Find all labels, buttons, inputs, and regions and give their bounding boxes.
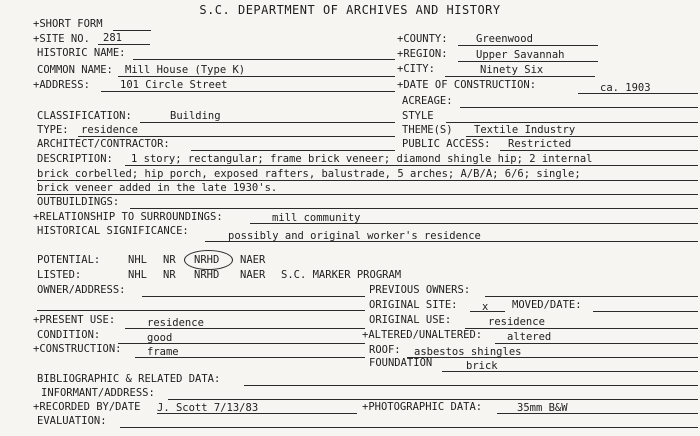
acreage-label: ACREAGE: xyxy=(402,95,453,107)
condition-line xyxy=(118,343,365,344)
listed-option-naer: NAER xyxy=(240,269,266,281)
original-site-value: x xyxy=(482,301,489,313)
common-name-line xyxy=(118,76,395,77)
short-form-line xyxy=(113,30,151,31)
previous-owners-line xyxy=(485,296,698,297)
listed-option-nr: NR xyxy=(163,269,176,281)
foundation-value: brick xyxy=(466,360,498,372)
site-no-label: +SITE NO. xyxy=(33,33,90,45)
classification-line xyxy=(140,122,395,123)
construction-label: +CONSTRUCTION: xyxy=(33,343,122,355)
recorded-by-line xyxy=(157,413,357,414)
owner-address-line xyxy=(142,296,365,297)
condition-label: CONDITION: xyxy=(37,329,101,341)
nrhd-circle-mark xyxy=(184,250,233,270)
short-form-label: +SHORT FORM xyxy=(33,18,103,30)
description-rule-2 xyxy=(37,180,698,181)
bibliographic-label: BIBLIOGRAPHIC & RELATED DATA: xyxy=(37,373,221,385)
foundation-line xyxy=(442,371,698,372)
original-use-value: residence xyxy=(488,316,545,328)
foundation-label: FOUNDATION xyxy=(369,357,433,369)
address-label: +ADDRESS: xyxy=(33,79,90,91)
relationship-line xyxy=(250,223,698,224)
county-line xyxy=(458,45,598,46)
classification-label: CLASSIFICATION: xyxy=(37,110,132,122)
altered-line xyxy=(495,343,698,344)
region-line xyxy=(458,61,598,62)
type-line xyxy=(78,136,395,137)
public-access-label: PUBLIC ACCESS: xyxy=(402,138,491,150)
type-value: residence xyxy=(81,124,138,136)
outbuildings-label: OUTBUILDINGS: xyxy=(37,196,120,208)
bibliographic-line xyxy=(244,385,698,386)
evaluation-line xyxy=(120,427,698,428)
city-label: +CITY: xyxy=(397,63,435,75)
description-rule-1 xyxy=(125,165,698,166)
condition-value: good xyxy=(147,332,173,344)
present-use-label: +PRESENT USE: xyxy=(33,314,116,326)
public-access-line xyxy=(500,150,698,151)
potential-option-nr: NR xyxy=(163,254,176,266)
photographic-value: 35mm B&W xyxy=(517,402,568,414)
roof-label: ROOF: xyxy=(369,344,401,356)
moved-date-line xyxy=(593,311,698,312)
previous-owners-label: PREVIOUS OWNERS: xyxy=(369,284,471,296)
historical-significance-value: possibly and original worker's residence xyxy=(228,230,481,242)
construction-value: frame xyxy=(147,346,179,358)
site-no-value: 281 xyxy=(103,32,122,44)
site-no-line xyxy=(98,44,150,45)
owner-address-label: OWNER/ADDRESS: xyxy=(37,284,126,296)
historical-significance-label: HISTORICAL SIGNIFICANCE: xyxy=(37,225,189,237)
city-value: Ninety Six xyxy=(480,64,544,76)
common-name-label: COMMON NAME: xyxy=(37,64,113,76)
classification-value: Building xyxy=(170,110,221,122)
theme-label: THEME(S) xyxy=(402,124,453,136)
recorded-by-label: +RECORDED BY/DATE xyxy=(33,401,141,413)
region-value: Upper Savannah xyxy=(476,49,565,61)
potential-option-naer: NAER xyxy=(240,254,266,266)
owner-address-line-2 xyxy=(37,310,365,311)
address-line xyxy=(101,91,395,92)
address-value: 101 Circle Street xyxy=(120,79,228,91)
style-label: STYLE xyxy=(402,110,434,122)
architect-label: ARCHITECT/CONTRACTOR: xyxy=(37,138,170,150)
theme-value: Textile Industry xyxy=(474,124,576,136)
listed-option-nrhd: NRHD xyxy=(194,269,220,281)
informant-label: INFORMANT/ADDRESS: xyxy=(41,387,155,399)
photographic-label: +PHOTOGRAPHIC DATA: xyxy=(362,401,483,413)
historic-name-line xyxy=(133,59,395,60)
description-label: DESCRIPTION: xyxy=(37,153,113,165)
public-access-value: Restricted xyxy=(508,138,572,150)
altered-label: +ALTERED/UNALTERED: xyxy=(362,329,483,341)
city-line xyxy=(445,76,595,77)
historic-name-label: HISTORIC NAME: xyxy=(37,47,126,59)
description-rule-3 xyxy=(37,194,698,195)
altered-value: altered xyxy=(507,331,552,343)
style-line xyxy=(446,122,698,123)
county-value: Greenwood xyxy=(476,33,533,45)
informant-line xyxy=(168,399,698,400)
listed-option-marker: S.C. MARKER PROGRAM xyxy=(281,269,402,281)
evaluation-label: EVALUATION: xyxy=(37,415,107,427)
theme-line xyxy=(466,136,698,137)
date-construction-value: ca. 1903 xyxy=(600,82,651,94)
description-line-1: 1 story; rectangular; frame brick veneer; diamond shingle hip; 2 internal xyxy=(131,153,593,165)
potential-option-nrhd: NRHD xyxy=(194,254,220,266)
listed-label: LISTED: xyxy=(37,269,82,281)
outbuildings-line xyxy=(130,208,698,209)
county-label: +COUNTY: xyxy=(397,33,448,45)
moved-date-label: MOVED/DATE: xyxy=(512,299,582,311)
roof-line xyxy=(407,357,698,358)
roof-value: asbestos shingles xyxy=(414,346,522,358)
common-name-value: Mill House (Type K) xyxy=(125,64,246,76)
acreage-line xyxy=(460,107,698,108)
historical-significance-line xyxy=(205,241,698,242)
listed-option-nhl: NHL xyxy=(128,269,147,281)
present-use-line xyxy=(125,328,365,329)
potential-label: POTENTIAL: xyxy=(37,254,101,266)
date-construction-line xyxy=(578,93,698,94)
form-title: S.C. DEPARTMENT OF ARCHIVES AND HISTORY xyxy=(199,3,501,17)
original-site-line xyxy=(470,311,505,312)
original-use-line xyxy=(465,328,698,329)
recorded-by-value: J. Scott 7/13/83 xyxy=(157,402,259,414)
relationship-value: mill community xyxy=(272,212,361,224)
date-construction-label: +DATE OF CONSTRUCTION: xyxy=(397,79,537,91)
original-use-label: ORIGINAL USE: xyxy=(369,314,452,326)
region-label: +REGION: xyxy=(397,48,448,60)
potential-option-nhl: NHL xyxy=(128,254,147,266)
original-site-label: ORIGINAL SITE: xyxy=(369,299,458,311)
type-label: TYPE: xyxy=(37,124,69,136)
relationship-label: +RELATIONSHIP TO SURROUNDINGS: xyxy=(33,211,223,223)
architect-line xyxy=(191,150,395,151)
photographic-line xyxy=(497,413,698,414)
construction-line xyxy=(135,357,365,358)
description-line-2: brick corbelled; hip porch, exposed rafters, balustrade, 5 arches; A/B/A; 6/6; single; xyxy=(37,168,581,180)
present-use-value: residence xyxy=(147,317,204,329)
description-line-3: brick veneer added in the late 1930's. xyxy=(37,182,278,194)
